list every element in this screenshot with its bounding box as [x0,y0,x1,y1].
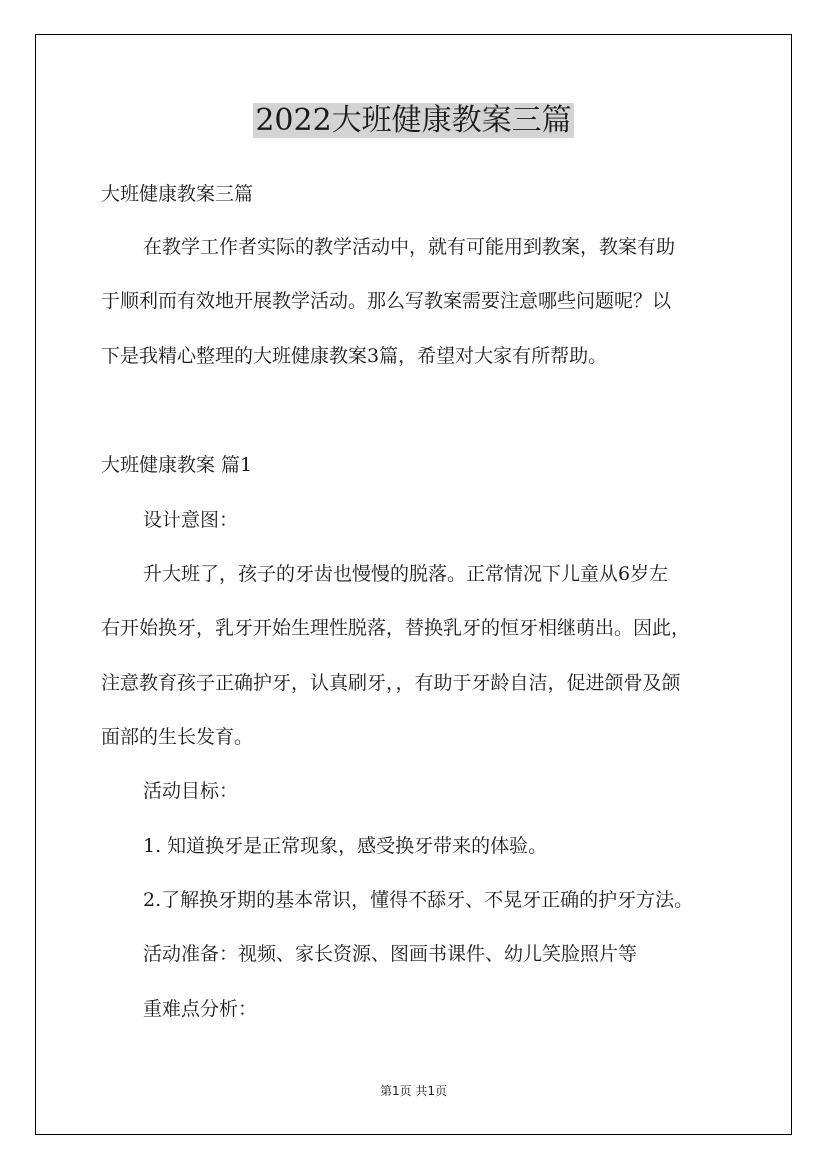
subtitle-line: 大班健康教案三篇 [101,183,254,205]
list-item: 2.了解换牙期的基本常识，懂得不舔牙、不晃牙正确的护牙方法。 [143,889,694,911]
document-title [0,100,827,142]
paragraph-line: 重难点分析： [143,998,258,1020]
paragraph-line: 于顺利而有效地开展教学活动。那么写教案需要注意哪些问题呢？以 [101,290,672,312]
paragraph-line: 在教学工作者实际的教学活动中，就有可能用到教案，教案有助 [143,236,676,258]
paragraph-line: 设计意图： [143,509,239,531]
paragraph-line: 活动目标： [143,780,239,802]
title-text: 2022大班健康教案三篇 [255,103,572,138]
paragraph-line: 面部的生长发育。 [101,726,254,748]
page-footer: 第1页 共1页 [379,1084,448,1098]
paragraph-line: 注意教育孩子正确护牙，认真刷牙，，有助于牙龄自洁，促进颌骨及颌 [101,672,681,694]
list-item: 1. 知道换牙是正常现象，感受换牙带来的体验。 [143,835,548,857]
paragraph-line: 升大班了，孩子的牙齿也慢慢的脱落。正常情况下儿童从6岁左 [143,563,669,585]
paragraph-line: 右开始换牙，乳牙开始生理性脱落，替换乳牙的恒牙相继萌出。因此， [101,617,691,639]
section-heading: 大班健康教案 篇1 [101,454,253,476]
paragraph-line: 活动准备：视频、家长资源、图画书课件、幼儿笑脸照片等 [143,943,638,965]
paragraph-line: 下是我精心整理的大班健康教案3篇，希望对大家有所帮助。 [101,345,608,367]
